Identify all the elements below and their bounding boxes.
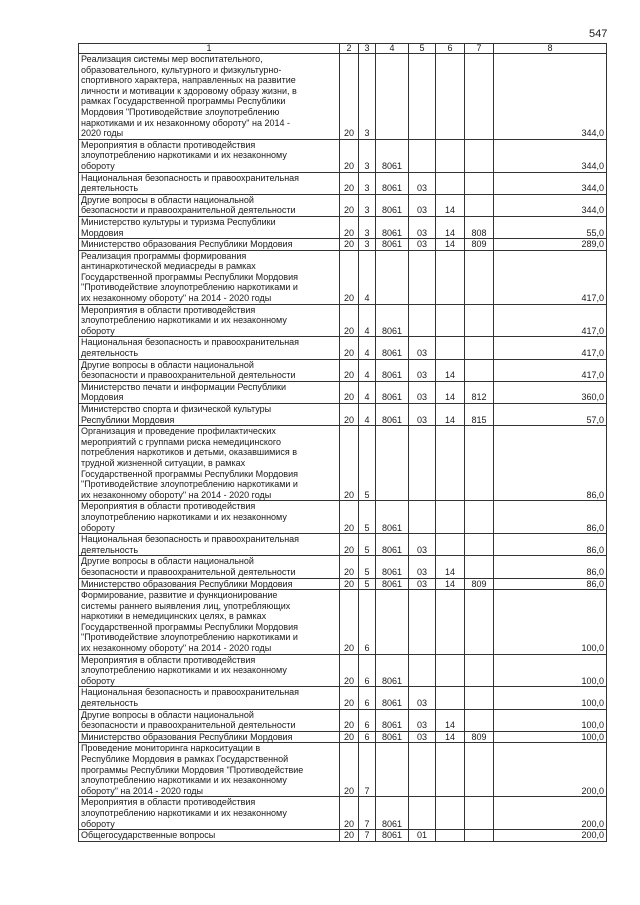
ministry-code-cell — [465, 590, 494, 655]
subsection-code-cell: 6 — [359, 590, 376, 655]
amount-cell: 417,0 — [494, 304, 607, 337]
subsection-code-cell: 3 — [359, 194, 376, 216]
section-code-cell: 20 — [340, 534, 359, 556]
table-row — [79, 239, 607, 251]
table-row — [79, 743, 607, 797]
amount-cell: 200,0 — [494, 797, 607, 830]
section-code-cell: 20 — [340, 139, 359, 172]
subsection-cell — [436, 590, 465, 655]
subsection-code-cell: 6 — [359, 709, 376, 731]
amount-cell: 344,0 — [494, 54, 607, 140]
section-code-cell: 20 — [340, 654, 359, 687]
description-cell: Министерство культуры и туризма Республики Мордовия — [79, 216, 340, 238]
target-article-cell: 8061 — [376, 381, 409, 403]
target-article-cell: 8061 — [376, 172, 409, 194]
description-cell: Мероприятия в области противодействия злоупотреблению наркотиками и их незаконному обороту — [79, 654, 340, 687]
amount-cell: 417,0 — [494, 250, 607, 304]
description-cell: Национальная безопасность и правоохранительная деятельность — [79, 172, 340, 194]
subsection-cell: 14 — [436, 731, 465, 743]
description-cell: Мероприятия в области противодействия злоупотреблению наркотиками и их незаконному обороту — [79, 501, 340, 534]
subsection-code-cell: 3 — [359, 54, 376, 140]
target-article-cell: 8061 — [376, 654, 409, 687]
target-article-cell: 8061 — [376, 216, 409, 238]
section-cell: 03 — [409, 239, 436, 251]
table-row — [79, 590, 607, 655]
subsection-cell — [436, 250, 465, 304]
section-cell — [409, 743, 436, 797]
amount-cell: 86,0 — [494, 534, 607, 556]
amount-cell: 344,0 — [494, 139, 607, 172]
section-cell — [409, 304, 436, 337]
amount-cell: 344,0 — [494, 172, 607, 194]
ministry-code-cell: 808 — [465, 216, 494, 238]
subsection-cell — [436, 501, 465, 534]
section-cell: 03 — [409, 359, 436, 381]
amount-cell: 100,0 — [494, 709, 607, 731]
section-cell — [409, 590, 436, 655]
table-row — [79, 337, 607, 359]
subsection-cell — [436, 830, 465, 842]
subsection-code-cell: 6 — [359, 654, 376, 687]
subsection-cell: 14 — [436, 359, 465, 381]
section-code-cell: 20 — [340, 501, 359, 534]
table-row — [79, 359, 607, 381]
header-cell: 2 — [340, 44, 359, 54]
table-row — [79, 687, 607, 709]
section-code-cell: 20 — [340, 830, 359, 842]
subsection-code-cell: 3 — [359, 139, 376, 172]
header-cell: 3 — [359, 44, 376, 54]
subsection-code-cell: 5 — [359, 534, 376, 556]
subsection-code-cell: 3 — [359, 216, 376, 238]
subsection-cell: 14 — [436, 556, 465, 578]
section-cell: 03 — [409, 687, 436, 709]
subsection-cell — [436, 304, 465, 337]
subsection-cell: 14 — [436, 194, 465, 216]
section-cell: 03 — [409, 337, 436, 359]
subsection-code-cell: 5 — [359, 501, 376, 534]
subsection-code-cell: 3 — [359, 239, 376, 251]
amount-cell: 344,0 — [494, 194, 607, 216]
description-cell: Реализация программы формирования антинаркотической медиасреды в рамках Государственной программы Республики Мордовия "Противодействие злоупотреблению наркотиками и их незаконному обороту" на 2014 - 2020 годы — [79, 250, 340, 304]
section-code-cell: 20 — [340, 590, 359, 655]
section-code-cell: 20 — [340, 304, 359, 337]
budget-table — [78, 43, 607, 842]
target-article-cell: 8061 — [376, 797, 409, 830]
subsection-code-cell: 5 — [359, 556, 376, 578]
subsection-cell: 14 — [436, 239, 465, 251]
subsection-cell — [436, 534, 465, 556]
section-code-cell: 20 — [340, 578, 359, 590]
amount-cell: 86,0 — [494, 426, 607, 501]
ministry-code-cell — [465, 337, 494, 359]
table-row — [79, 194, 607, 216]
ministry-code-cell — [465, 654, 494, 687]
section-code-cell: 20 — [340, 404, 359, 426]
header-cell: 8 — [494, 44, 607, 54]
ministry-code-cell — [465, 54, 494, 140]
section-cell: 03 — [409, 578, 436, 590]
subsection-code-cell: 4 — [359, 381, 376, 403]
section-cell: 03 — [409, 556, 436, 578]
target-article-cell: 8061 — [376, 359, 409, 381]
section-code-cell: 20 — [340, 239, 359, 251]
ministry-code-cell — [465, 426, 494, 501]
target-article-cell: 8061 — [376, 304, 409, 337]
section-code-cell: 20 — [340, 250, 359, 304]
subsection-cell — [436, 426, 465, 501]
subsection-code-cell: 7 — [359, 830, 376, 842]
target-article-cell: 8061 — [376, 731, 409, 743]
ministry-code-cell — [465, 304, 494, 337]
section-code-cell: 20 — [340, 381, 359, 403]
section-cell — [409, 139, 436, 172]
amount-cell: 86,0 — [494, 556, 607, 578]
subsection-cell — [436, 797, 465, 830]
ministry-code-cell — [465, 687, 494, 709]
subsection-cell: 14 — [436, 381, 465, 403]
section-code-cell: 20 — [340, 337, 359, 359]
section-cell: 03 — [409, 216, 436, 238]
subsection-cell — [436, 54, 465, 140]
subsection-code-cell: 7 — [359, 797, 376, 830]
ministry-code-cell: 809 — [465, 578, 494, 590]
subsection-cell: 14 — [436, 216, 465, 238]
ministry-code-cell: 812 — [465, 381, 494, 403]
section-cell: 01 — [409, 830, 436, 842]
ministry-code-cell: 809 — [465, 239, 494, 251]
ministry-code-cell — [465, 556, 494, 578]
description-cell: Министерство образования Республики Мордовия — [79, 578, 340, 590]
subsection-code-cell: 7 — [359, 743, 376, 797]
section-cell — [409, 426, 436, 501]
table-row — [79, 426, 607, 501]
section-code-cell: 20 — [340, 731, 359, 743]
subsection-code-cell: 5 — [359, 578, 376, 590]
section-cell — [409, 797, 436, 830]
ministry-code-cell — [465, 250, 494, 304]
description-cell: Общегосударственные вопросы — [79, 830, 340, 842]
section-cell — [409, 54, 436, 140]
target-article-cell: 8061 — [376, 709, 409, 731]
subsection-code-cell: 4 — [359, 359, 376, 381]
target-article-cell: 8061 — [376, 830, 409, 842]
description-cell: Национальная безопасность и правоохранительная деятельность — [79, 534, 340, 556]
description-cell: Проведение мониторинга наркоситуации в Республике Мордовия в рамках Государственной программы Республики Мордовия "Противодействие злоупотреблению наркотиками и их незаконному обороту" на 2014 - 2020 годы — [79, 743, 340, 797]
section-code-cell: 20 — [340, 194, 359, 216]
table-row — [79, 534, 607, 556]
subsection-code-cell: 4 — [359, 337, 376, 359]
subsection-code-cell: 4 — [359, 404, 376, 426]
target-article-cell: 8061 — [376, 139, 409, 172]
section-cell — [409, 501, 436, 534]
amount-cell: 86,0 — [494, 501, 607, 534]
ministry-code-cell: 809 — [465, 731, 494, 743]
table-row — [79, 216, 607, 238]
section-code-cell: 20 — [340, 172, 359, 194]
section-cell: 03 — [409, 194, 436, 216]
target-article-cell: 8061 — [376, 556, 409, 578]
table-row — [79, 501, 607, 534]
description-cell: Другие вопросы в области национальной безопасности и правоохранительной деятельности — [79, 709, 340, 731]
page-number: 547 — [589, 28, 608, 40]
section-code-cell: 20 — [340, 216, 359, 238]
section-code-cell: 20 — [340, 743, 359, 797]
section-cell: 03 — [409, 381, 436, 403]
ministry-code-cell — [465, 194, 494, 216]
amount-cell: 100,0 — [494, 590, 607, 655]
table-row — [79, 830, 607, 842]
section-code-cell: 20 — [340, 359, 359, 381]
description-cell: Мероприятия в области противодействия злоупотреблению наркотиками и их незаконному обороту — [79, 304, 340, 337]
target-article-cell: 8061 — [376, 404, 409, 426]
description-cell: Национальная безопасность и правоохранительная деятельность — [79, 687, 340, 709]
section-code-cell: 20 — [340, 426, 359, 501]
subsection-cell: 14 — [436, 709, 465, 731]
subsection-cell: 14 — [436, 404, 465, 426]
table-row — [79, 556, 607, 578]
table-row — [79, 172, 607, 194]
header-cell: 6 — [436, 44, 465, 54]
description-cell: Мероприятия в области противодействия злоупотреблению наркотиками и их незаконному обороту — [79, 139, 340, 172]
table-row — [79, 381, 607, 403]
subsection-code-cell: 5 — [359, 426, 376, 501]
table-row — [79, 404, 607, 426]
description-cell: Формирование, развитие и функционирование системы раннего выявления лиц, употребляющих наркотики в немедицинских целях, в рамках Государственной программы Республики Мордовия "Противодействие злоупотреблению наркотиками и их незаконному обороту" на 2014 - 2020 годы — [79, 590, 340, 655]
section-code-cell: 20 — [340, 797, 359, 830]
table-row — [79, 797, 607, 830]
target-article-cell: 8061 — [376, 194, 409, 216]
target-article-cell: 8061 — [376, 534, 409, 556]
table-row — [79, 731, 607, 743]
amount-cell: 55,0 — [494, 216, 607, 238]
table-row — [79, 578, 607, 590]
ministry-code-cell — [465, 830, 494, 842]
ministry-code-cell — [465, 139, 494, 172]
section-code-cell: 20 — [340, 687, 359, 709]
ministry-code-cell — [465, 534, 494, 556]
section-cell — [409, 250, 436, 304]
table-row — [79, 139, 607, 172]
amount-cell: 417,0 — [494, 359, 607, 381]
ministry-code-cell — [465, 501, 494, 534]
target-article-cell — [376, 250, 409, 304]
description-cell: Другие вопросы в области национальной безопасности и правоохранительной деятельности — [79, 556, 340, 578]
table-row — [79, 709, 607, 731]
amount-cell: 86,0 — [494, 578, 607, 590]
table-row — [79, 54, 607, 140]
section-code-cell: 20 — [340, 54, 359, 140]
section-cell: 03 — [409, 731, 436, 743]
header-cell: 1 — [79, 44, 340, 54]
subsection-code-cell: 6 — [359, 731, 376, 743]
subsection-code-cell: 4 — [359, 250, 376, 304]
amount-cell: 417,0 — [494, 337, 607, 359]
description-cell: Министерство образования Республики Мордовия — [79, 239, 340, 251]
table-row — [79, 250, 607, 304]
description-cell: Мероприятия в области противодействия злоупотреблению наркотиками и их незаконному обороту — [79, 797, 340, 830]
target-article-cell — [376, 743, 409, 797]
ministry-code-cell — [465, 709, 494, 731]
subsection-cell — [436, 139, 465, 172]
amount-cell: 289,0 — [494, 239, 607, 251]
header-cell: 5 — [409, 44, 436, 54]
target-article-cell — [376, 426, 409, 501]
target-article-cell: 8061 — [376, 578, 409, 590]
subsection-cell — [436, 743, 465, 797]
section-cell: 03 — [409, 709, 436, 731]
amount-cell: 360,0 — [494, 381, 607, 403]
section-code-cell: 20 — [340, 556, 359, 578]
subsection-cell — [436, 172, 465, 194]
description-cell: Организация и проведение профилактических мероприятий с группами риска немедицинского потребления наркотиков и детьми, оказавшимися в трудной жизненной ситуации, в рамках Государственной программы Республики Мордовия "Противодействие злоупотреблению наркотиками и их незаконному обороту" на 2014 - 2020 годы — [79, 426, 340, 501]
description-cell: Министерство печати и информации Республики Мордовия — [79, 381, 340, 403]
table-header-row — [79, 44, 607, 54]
ministry-code-cell — [465, 743, 494, 797]
header-cell: 7 — [465, 44, 494, 54]
description-cell: Министерство образования Республики Мордовия — [79, 731, 340, 743]
subsection-code-cell: 3 — [359, 172, 376, 194]
amount-cell: 200,0 — [494, 743, 607, 797]
section-cell: 03 — [409, 534, 436, 556]
amount-cell: 57,0 — [494, 404, 607, 426]
subsection-code-cell: 4 — [359, 304, 376, 337]
ministry-code-cell: 815 — [465, 404, 494, 426]
section-code-cell: 20 — [340, 709, 359, 731]
section-cell — [409, 654, 436, 687]
section-cell: 03 — [409, 172, 436, 194]
description-cell: Министерство спорта и физической культуры Республики Мордовия — [79, 404, 340, 426]
table-row — [79, 654, 607, 687]
table-row — [79, 304, 607, 337]
target-article-cell: 8061 — [376, 501, 409, 534]
target-article-cell: 8061 — [376, 337, 409, 359]
subsection-cell — [436, 687, 465, 709]
target-article-cell — [376, 54, 409, 140]
subsection-cell: 14 — [436, 578, 465, 590]
amount-cell: 100,0 — [494, 731, 607, 743]
header-cell: 4 — [376, 44, 409, 54]
amount-cell: 100,0 — [494, 654, 607, 687]
target-article-cell — [376, 590, 409, 655]
ministry-code-cell — [465, 172, 494, 194]
section-cell: 03 — [409, 404, 436, 426]
ministry-code-cell — [465, 797, 494, 830]
amount-cell: 200,0 — [494, 830, 607, 842]
subsection-code-cell: 6 — [359, 687, 376, 709]
description-cell: Другие вопросы в области национальной безопасности и правоохранительной деятельности — [79, 194, 340, 216]
target-article-cell: 8061 — [376, 687, 409, 709]
subsection-cell — [436, 654, 465, 687]
ministry-code-cell — [465, 359, 494, 381]
description-cell: Реализация системы мер воспитательного, образовательного, культурного и физкультурно- спортивного характера, направленных на развитие личности и мотивации к здоровому образу жизни, в рамках Государственной программы Республики Мордовия "Противодействие злоупотреблению наркотиками и их незаконному обороту" на 2014 - 2020 годы — [79, 54, 340, 140]
description-cell: Другие вопросы в области национальной безопасности и правоохранительной деятельности — [79, 359, 340, 381]
description-cell: Национальная безопасность и правоохранительная деятельность — [79, 337, 340, 359]
target-article-cell: 8061 — [376, 239, 409, 251]
amount-cell: 100,0 — [494, 687, 607, 709]
subsection-cell — [436, 337, 465, 359]
